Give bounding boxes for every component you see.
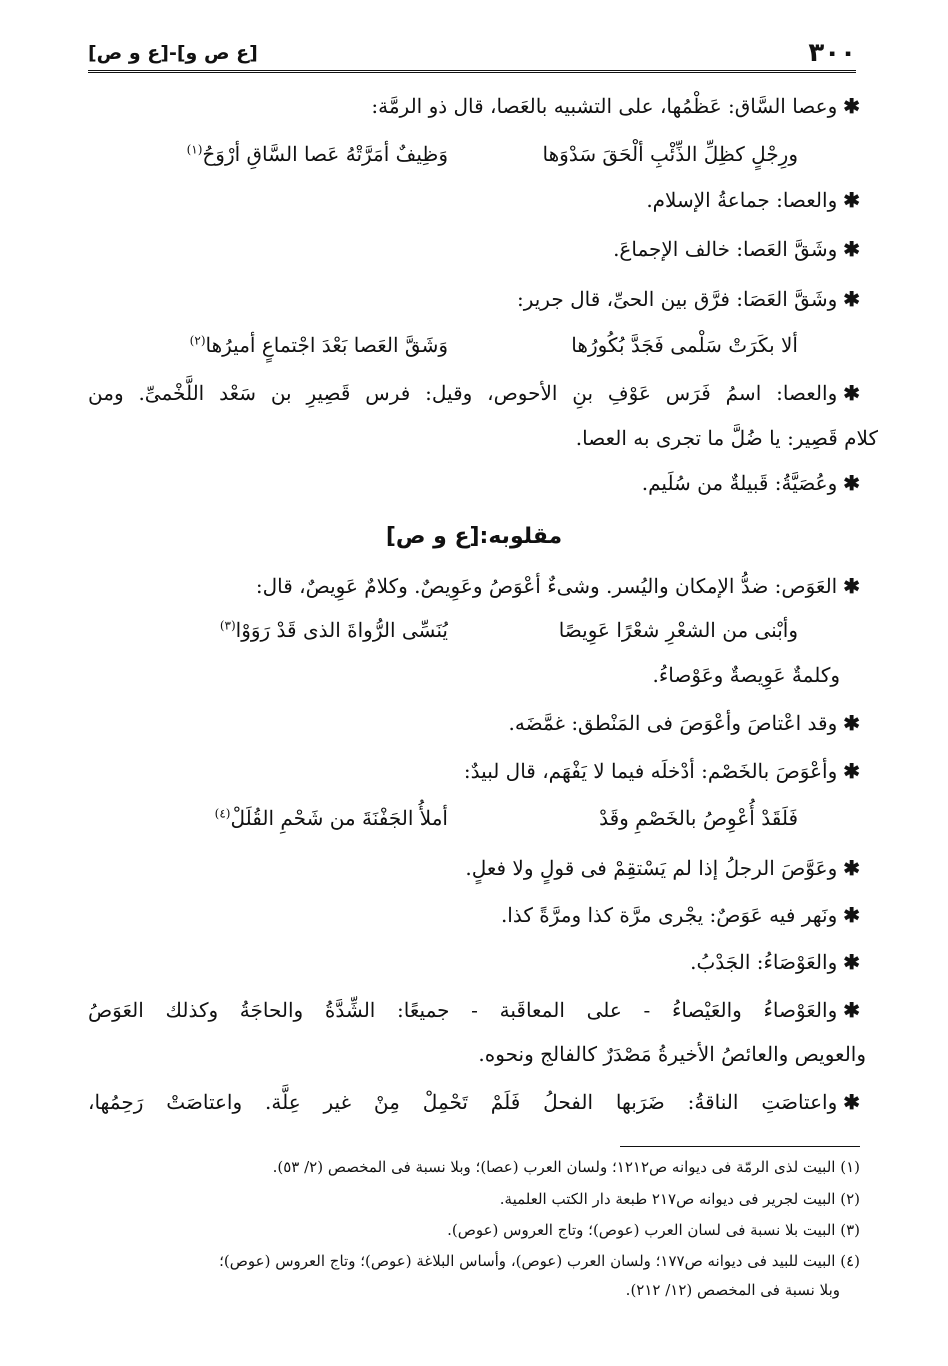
- text-line: ✱والعَوْصَاءُ: الجَدْبُ.: [690, 950, 860, 974]
- entry-star-icon: ✱: [843, 574, 860, 598]
- entry-star-icon: ✱: [843, 237, 860, 261]
- text-line: ✱ونَهر فيه عَوَصٌ: يجْرى مرَّة كذا ومرَّةً كذا.: [500, 903, 860, 927]
- text-line: ✱وشَقَّ العَصَا: فرَّق بين الحىِّ، قال جرير:: [516, 287, 860, 311]
- page-header: [88, 34, 856, 68]
- text-line: ✱وقد اعْتاصَ وأعْوَصَ فى المَنْطق: غمَّضَه.: [508, 711, 860, 735]
- entry-star-icon: ✱: [843, 856, 860, 880]
- text-line: ✱وعَوَّصَ الرجلُ إذا لم يَسْتقِمْ فى قولٍ ولا فعلٍ.: [465, 856, 860, 880]
- verse-hemistich-left: وَشَقَّ العَصا بَعْدَ اجْتماعٍ أميرُها$^{(٢)}$: [189, 333, 448, 357]
- text-line: ✱وعُصَيَّةُ: قَبيلةٌ من سُلَيم.: [641, 471, 860, 495]
- section-heading: مقلوبه:[ع و ص]: [385, 524, 563, 549]
- entry-star-icon: ✱: [843, 903, 860, 927]
- footnote-ref: (٣): [219, 618, 236, 633]
- footnote-ref: (٢): [189, 333, 206, 348]
- entry-star-icon: ✱: [843, 1090, 860, 1114]
- verse-hemistich-left: يُنَسِّى الرُّواةَ الذى قَدْ رَوَوْا$^{(٣)}$: [219, 618, 448, 642]
- entry-star-icon: ✱: [843, 711, 860, 735]
- verse-hemistich-right: فَلَقَدْ أُعْوِصُ بالخَصْمِ وقَدْ: [599, 806, 798, 830]
- entry-star-icon: ✱: [843, 998, 860, 1022]
- footnote-ref: (١): [186, 142, 203, 157]
- text-line: والعويص والعائصُ الأخيرةُ مَصْدَرٌ كالفالج ونحوه.: [478, 1042, 866, 1066]
- footnote-ref: (٤): [214, 806, 231, 821]
- entry-star-icon: ✱: [843, 950, 860, 974]
- text-line: ✱وشَقَّ العَصا: خالف الإجماعَ.: [613, 237, 860, 261]
- verse-hemistich-right: وأبْنى من الشعْرِ شعْرًا عَوِيصًا: [558, 618, 798, 642]
- text-line: ✱العَوَص: ضدُّ الإمكان واليُسر. وشىءٌ أعْوَصُ وعَوِيصٌ. وكلامٌ عَوِيصٌ، قال:: [255, 574, 860, 598]
- footnote: (٢) البيت لجرير فى ديوانه ص٢١٧ طبعة دار الكتب العلمية.: [499, 1190, 860, 1208]
- text-line: ✱والعصا: جماعةُ الإسلام.: [646, 188, 860, 212]
- text-line: ✱والعصا: اسمُ فَرَس عَوْفِ بنِ الأحوص، وقيل: فرس قَصِيرِ بن سَعْد اللَّخْمىِّ. ومن: [88, 381, 860, 405]
- header-rule: [88, 70, 856, 73]
- entry-star-icon: ✱: [843, 759, 860, 783]
- entry-star-icon: ✱: [843, 188, 860, 212]
- verse-hemistich-right: ورِجْلٍ كظِلِّ الذِّئْبِ ألْحَقَ سَدْوَها: [542, 142, 798, 166]
- footnote: (٤) البيت للبيد فى ديوانه ص١٧٧؛ ولسان العرب (عوص)، وأساس البلاغة (عوص)؛ وتاج العروس (عوص)؛: [219, 1252, 860, 1270]
- text-line: ✱واعتاصَتِ الناقةُ: ضَرَبها الفحلُ فَلَمْ تَحْمِلْ مِنْ غير عِلَّة. واعتاصَتْ رَحِمُها،: [88, 1090, 860, 1114]
- text-line: ✱وعصا السَّاق: عَظْمُها، على التشبيه بالعَصا، قال ذو الرمَّة:: [371, 94, 860, 118]
- verse-hemistich-left: أملأُ الجَفْنَةَ من شَحْمِ القُلَلْ$^{(٤)}$: [214, 806, 448, 830]
- text-line: ✱والعَوْصاءُ والعَيْصاءُ - على المعاقَبة - جميعًا: الشِّدَّةُ والحاجَةُ وكذلك العَوَصُ: [88, 998, 860, 1022]
- footnote-rule: [620, 1146, 860, 1147]
- verse-hemistich-left: وَظِيفٌ أمَرَّتْهُ عَصا السَّاقِ أرْوَحُ$^{(١)}$: [186, 142, 448, 166]
- text-line: ✱وأعْوَصَ بالخَصْم: أدْخلَه فيما لا يَفْهَم، قال لبيدٌ:: [463, 759, 860, 783]
- entry-star-icon: ✱: [843, 381, 860, 405]
- verse-hemistich-right: ألا بكَرَتْ سَلْمى فَجَدَّ بُكُورُها: [571, 333, 798, 357]
- running-head: [ع ص و]-[ع و ص]: [88, 42, 258, 64]
- footnote: (٣) البيت بلا نسبة فى لسان العرب (عوص)؛ وتاج العروس (عوص).: [447, 1221, 860, 1239]
- entry-star-icon: ✱: [843, 471, 860, 495]
- footnote: (١) البيت لذى الرمّة فى ديوانه ص١٢١٢؛ ولسان العرب (عصا)؛ وبلا نسبة فى المخصص (٢/ ٥٣).: [272, 1158, 860, 1176]
- footnote: وبلا نسبة فى المخصص (١٢/ ٢١٢).: [625, 1281, 840, 1299]
- entry-star-icon: ✱: [843, 94, 860, 118]
- text-line: وكلمةٌ عَوِيصةٌ وعَوْصاءُ.: [652, 663, 840, 687]
- page-number: ٣٠٠: [808, 38, 856, 68]
- text-line: كلام قَصِير: يا ضُلَّ ما تجرى به العصا.: [575, 426, 878, 450]
- entry-star-icon: ✱: [843, 287, 860, 311]
